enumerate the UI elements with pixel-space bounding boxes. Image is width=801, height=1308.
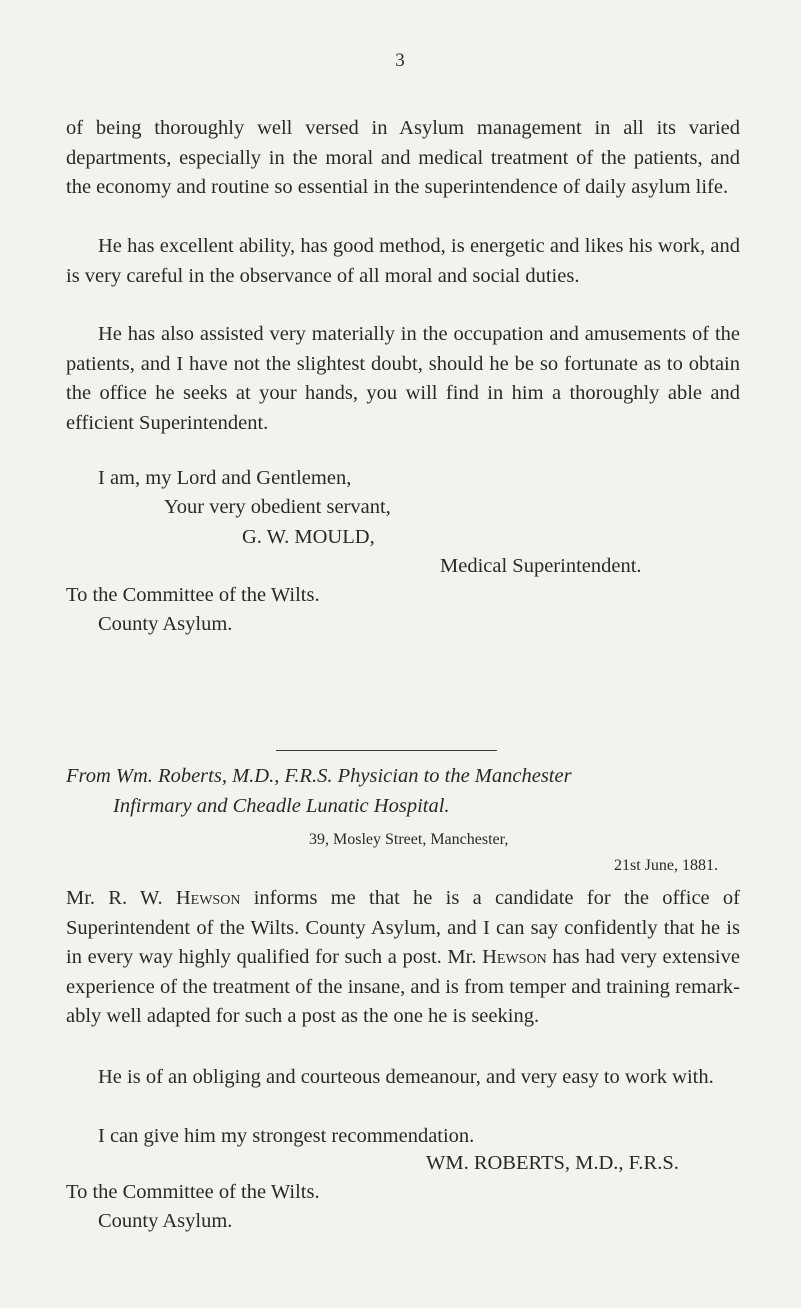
letter2-address-1: To the Committee of the Wilts. [66, 1181, 320, 1203]
para-text: informs me that he is a candidate for the office of Superintendent of the Wilts. County Asylum, and I can say confidently that he is in every way highly qualified for such a post. Mr. [66, 887, 740, 968]
letter1-paragraph-3: He has also assisted very materially in the occupation and amusements of the patients, and I have not the slightest doubt, should he be so fortunate as to obtain the office he seeks at your hands, you will find in him a thoroughly able and efficient Superintendent. [66, 323, 740, 434]
letter1-address-2: County Asylum. [98, 613, 233, 635]
letter1-closing: I am, my Lord and Gentlemen, [98, 467, 352, 489]
letter1-closing-2: Your very obedient servant, [164, 496, 391, 518]
letter2-paragraph-2: He is of an obliging and courteous demeanour, and very easy to work with. [98, 1066, 714, 1088]
letter1-signer-title: Medical Superintendent. [440, 555, 642, 577]
letter2-date-line: 21st June, 1881. [614, 857, 718, 874]
para-text: has had very extensive experience of the treatment of the insane, and is from temper and training remark-ably well adapted for such a post as the one he is seeking. [66, 946, 740, 1027]
candidate-name: Hewson [482, 946, 547, 968]
section-divider [276, 750, 497, 751]
letter2-signature: WM. ROBERTS, M.D., F.R.S. [426, 1152, 679, 1174]
letter2-heading-1: From Wm. Roberts, M.D., F.R.S. Physician to the Manchester [66, 765, 572, 787]
letter2-address-line: 39, Mosley Street, Manchester, [309, 831, 509, 848]
letter2-address-2: County Asylum. [98, 1210, 233, 1232]
letter2-paragraph-1 [66, 884, 740, 1032]
letter1-address-1: To the Committee of the Wilts. [66, 584, 320, 606]
letter1-signature: G. W. MOULD, [242, 526, 375, 548]
letter2-heading-2: Infirmary and Cheadle Lunatic Hospital. [113, 795, 450, 817]
letter2-paragraph-3: I can give him my strongest recommendation. [98, 1125, 475, 1147]
letter1-paragraph-2: He has excellent ability, has good method, is energetic and likes his work, and is very careful in the observance of all moral and social duties. [66, 235, 740, 287]
letter1-paragraph-1: of being thoroughly well versed in Asylum management in all its varied departments, especially in the moral and medical treatment of the patients, and the economy and routine so essential in the superintendence of daily asylum life. [66, 117, 740, 198]
para-text: Mr. R. W. [66, 887, 176, 909]
page-number: 3 [395, 50, 406, 71]
candidate-name: Hewson [175, 887, 241, 909]
